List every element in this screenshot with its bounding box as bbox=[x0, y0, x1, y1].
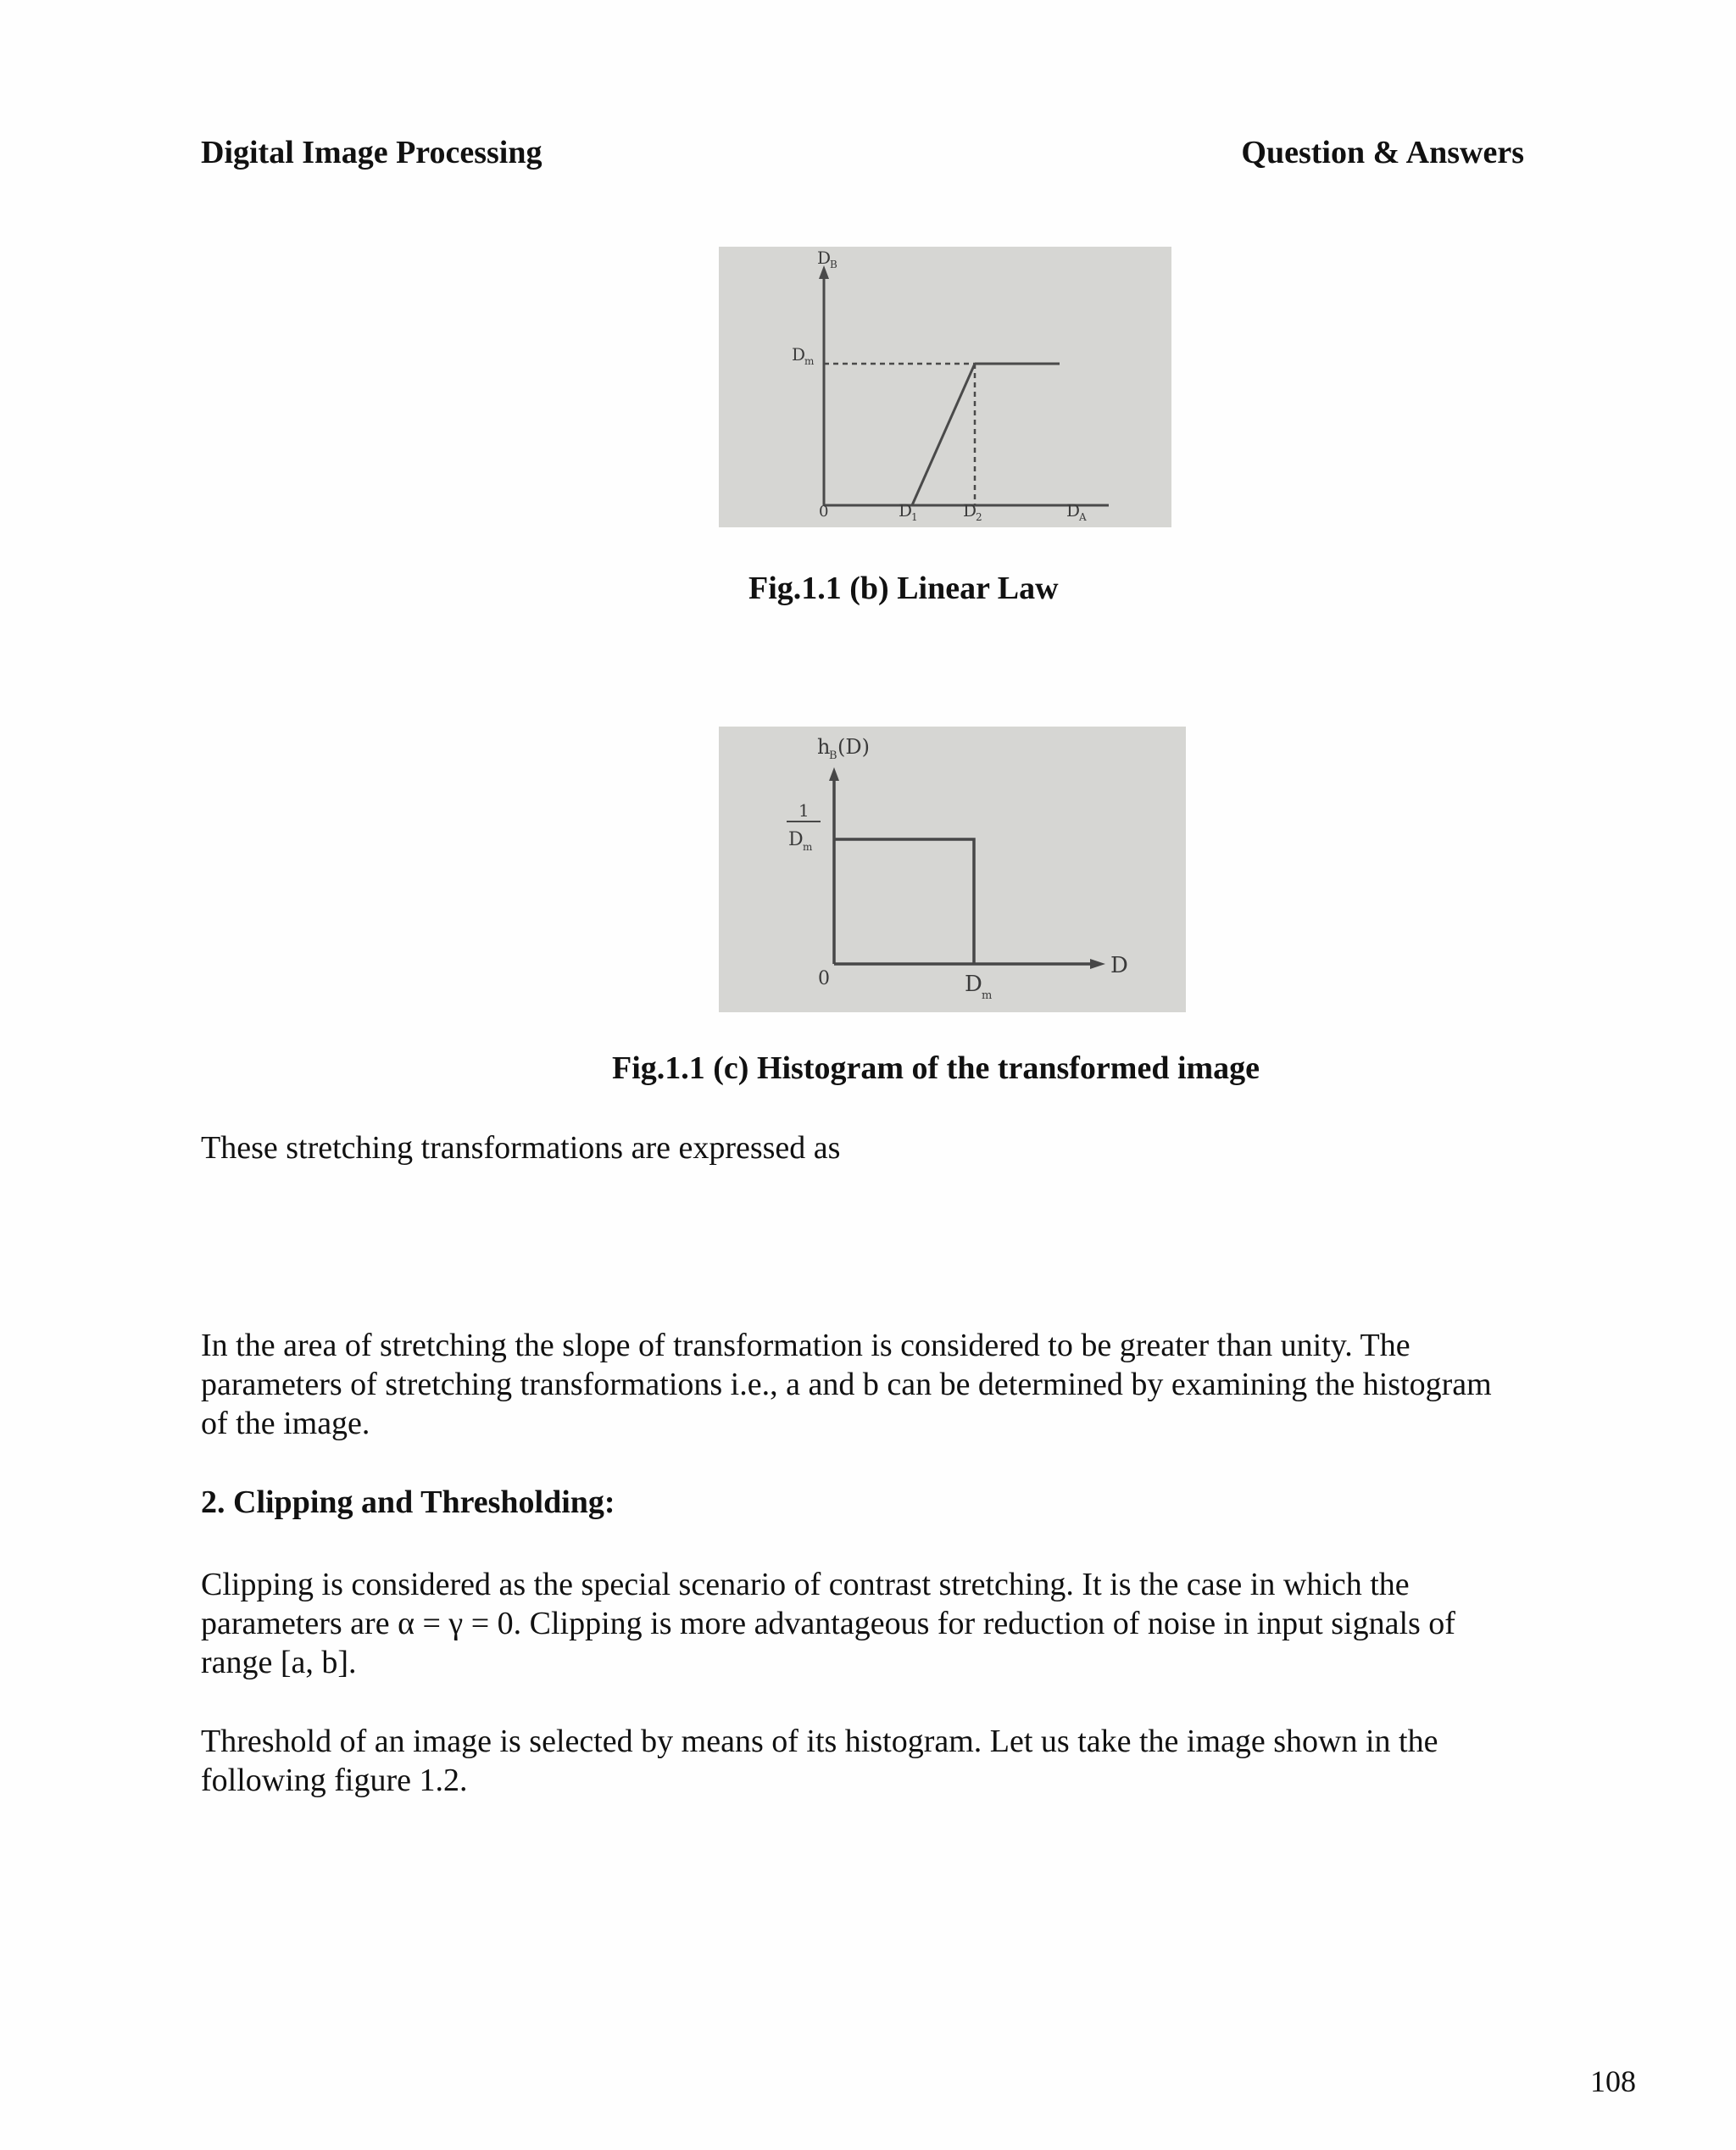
section-heading-clipping: 2. Clipping and Thresholding: bbox=[201, 1484, 615, 1520]
figure-linear-law bbox=[719, 247, 1171, 527]
page-number: 108 bbox=[1590, 2064, 1636, 2098]
intro-paragraph: These stretching transformations are expressed as bbox=[201, 1130, 841, 1166]
figure-histogram-transformed bbox=[719, 727, 1186, 1012]
x-axis-arrow bbox=[1090, 959, 1105, 969]
header-title: Digital Image Processing bbox=[201, 135, 542, 170]
fraction-numerator: 1 bbox=[798, 800, 810, 821]
fraction-denominator: D bbox=[788, 829, 804, 850]
y-axis-label-sub: B bbox=[830, 259, 837, 270]
x-axis-label: D bbox=[1110, 953, 1128, 978]
dm-label-sub: m bbox=[982, 989, 993, 1002]
y-axis-label-arg: (D) bbox=[837, 735, 870, 759]
transfer-ramp bbox=[912, 364, 975, 505]
y-axis-label: h bbox=[817, 735, 831, 759]
clipping-paragraph: Clipping is considered as the special scenario of contrast stretching. It is the case in which the parameters are α = γ = 0. Clipping is more advantageous for reduction of noise in input signals of range [a, b]. bbox=[201, 1567, 1455, 1680]
fraction-denominator-sub: m bbox=[803, 841, 813, 853]
figure-b-caption: Fig.1.1 (b) Linear Law bbox=[748, 571, 1059, 606]
y-axis-label: D bbox=[817, 248, 832, 268]
figure-c-caption: Fig.1.1 (c) Histogram of the transformed image bbox=[612, 1050, 1260, 1086]
x-axis-label-sub: A bbox=[1079, 511, 1087, 523]
y-axis-arrow bbox=[829, 767, 839, 781]
origin-label: 0 bbox=[818, 968, 830, 989]
x-axis-label: D bbox=[1066, 500, 1081, 521]
dm-label: D bbox=[965, 972, 982, 997]
d1-label-sub: 1 bbox=[911, 511, 918, 523]
origin-label: 0 bbox=[819, 503, 829, 521]
dm-label-sub: m bbox=[804, 355, 815, 367]
histogram-box bbox=[834, 839, 974, 964]
header-subtitle: Question & Answers bbox=[1241, 135, 1524, 170]
stretching-paragraph: In the area of stretching the slope of transformation is considered to be greater than unity. The parameters of stretching transformations i.e., a and b can be determined by examining the histogram of the image. bbox=[201, 1328, 1492, 1441]
threshold-paragraph: Threshold of an image is selected by means of its histogram. Let us take the image shown in the following figure 1.2. bbox=[201, 1724, 1438, 1798]
dm-label: D bbox=[792, 344, 806, 365]
d2-label: D bbox=[963, 500, 977, 521]
y-axis-label-sub: B bbox=[829, 749, 837, 762]
d2-label-sub: 2 bbox=[976, 511, 982, 523]
d1-label: D bbox=[899, 500, 913, 521]
